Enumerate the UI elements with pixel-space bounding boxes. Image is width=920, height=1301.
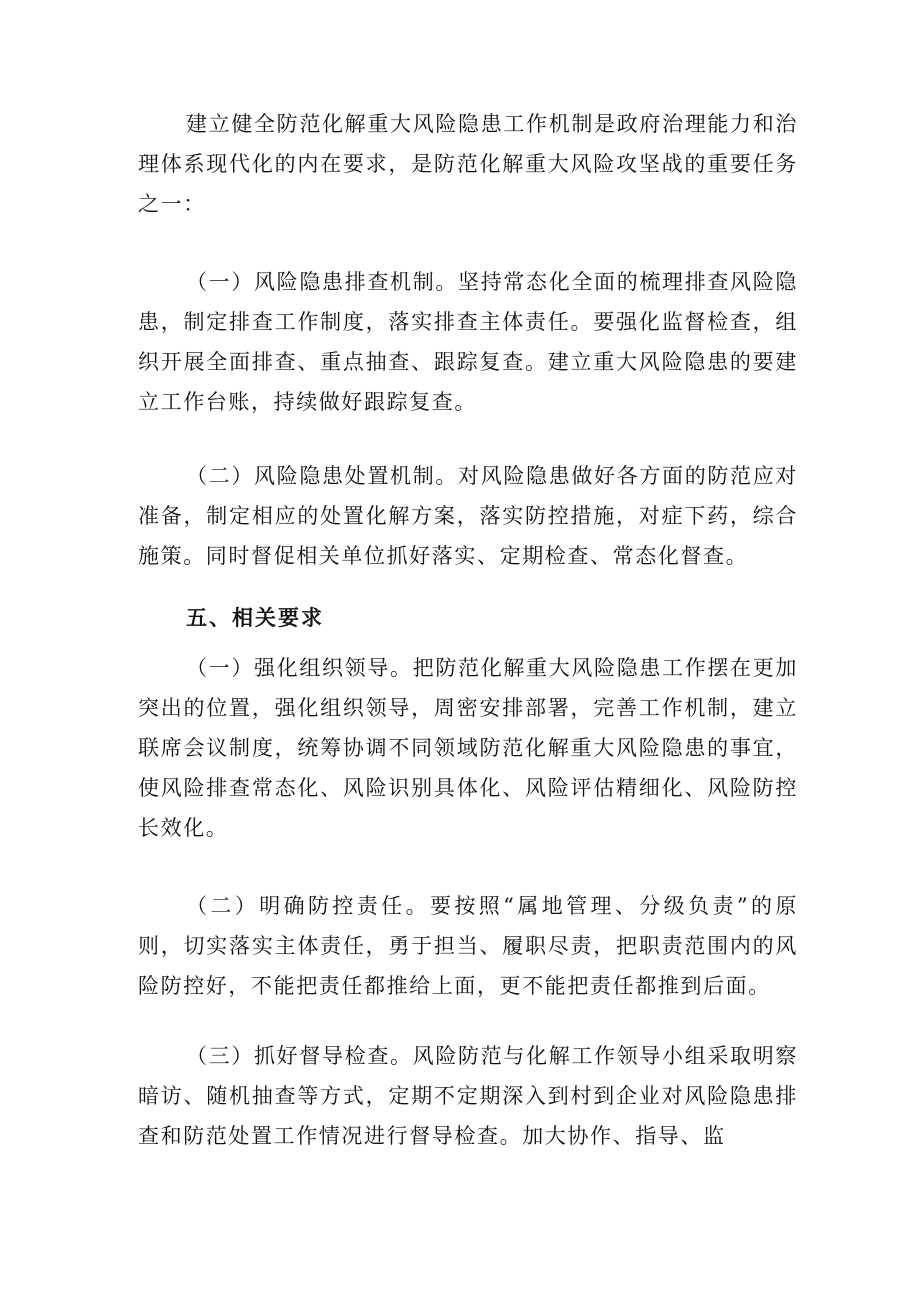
- mechanism-2-paragraph: （二）风险隐患处置机制。对风险隐患做好各方面的防范应对准备，制定相应的处置化解方案，落实防控措施，对症下药，综合施策。同时督促相关单位抓好落实、定期检查、常态化督查。: [138, 464, 798, 568]
- requirement-1-paragraph: （一）强化组织领导。把防范化解重大风险隐患工作摆在更加突出的位置，强化组织领导，周密安排部署，完善工作机制，建立联席会议制度，统筹协调不同领域防范化解重大风险隐患的事宜，使风险排查常态化、风险识别具体化、风险评估精细化、风险防控长效化。: [138, 656, 798, 840]
- requirement-3-paragraph: （三）抓好督导检查。风险防范与化解工作领导小组采取明察暗访、随机抽查等方式，定期不定期深入到村到企业对风险隐患排查和防范处置工作情况进行督导检查。加大协作、指导、监: [138, 1044, 798, 1148]
- requirement-2-paragraph: （二）明确防控责任。要按照“属地管理、分级负责”的原则，切实落实主体责任，勇于担当、履职尽责，把职责范围内的风险防控好，不能把责任都推给上面，更不能把责任都推到后面。: [138, 894, 798, 998]
- section-heading: 五、相关要求: [186, 606, 324, 630]
- mechanism-1-paragraph: （一）风险隐患排查机制。坚持常态化全面的梳理排查风险隐患，制定排查工作制度，落实排查主体责任。要强化监督检查，组织开展全面排查、重点抽查、跟踪复查。建立重大风险隐患的要建立工作台账，持续做好跟踪复查。: [138, 270, 798, 414]
- intro-paragraph: 建立健全防范化解重大风险隐患工作机制是政府治理能力和治理体系现代化的内在要求，是防范化解重大风险攻坚战的重要任务之一：: [138, 112, 798, 216]
